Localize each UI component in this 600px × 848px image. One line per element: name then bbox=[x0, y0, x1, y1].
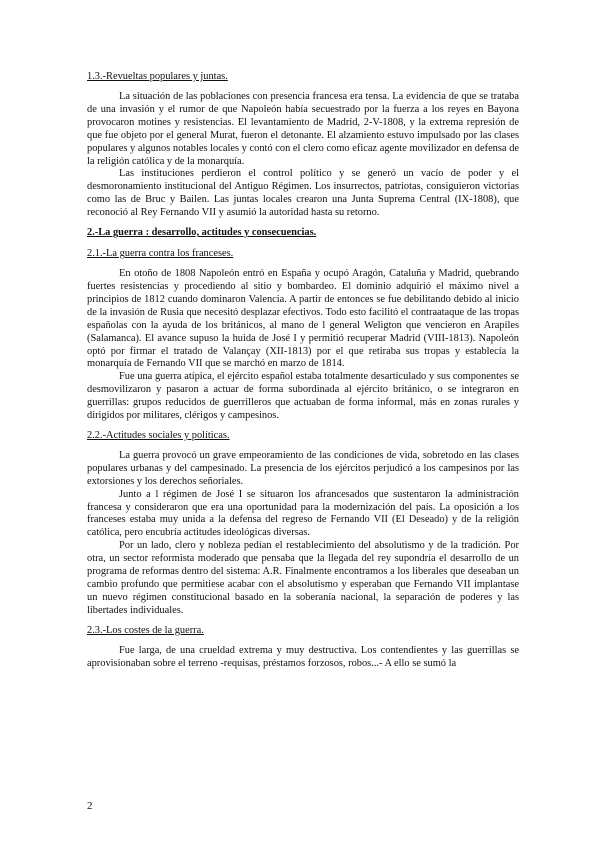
page-number: 2 bbox=[87, 800, 93, 812]
section-heading-1-3: 1.3.-Revueltas populares y juntas. bbox=[87, 71, 228, 82]
paragraph: Fue larga, de una crueldad extrema y muy destructiva. Los contendientes y las guerrillas se aprovisionaban sobre el terreno -requisas, préstamos forzosos, robos...- A ello se sumó la bbox=[87, 644, 519, 669]
paragraph: Por un lado, clero y nobleza pedían el restablecimiento del absolutismo y de la tradición. Por otra, un sector reformista moderado que pensaba que la llegada del rey supondría el desarrollo de un programa de reformas dentro del sistema: A.R. Finalmente encontramos a los liberales que deseaban un cambio profundo que permitiese acabar con el absolutismo y esperaban que Fernando VII implantase un nuevo régimen constitucional basado en la soberanía nacional, la separación de poderes y las libertades individuales. bbox=[87, 540, 519, 616]
section-heading-2-1: 2.1.-La guerra contra los franceses. bbox=[87, 248, 234, 260]
paragraph: En otoño de 1808 Napoleón entró en España y ocupó Aragón, Cataluña y Madrid, quebrando fuertes resistencias y procediendo al sitio y bombardeo. El dominio adquirió el máximo nivel a principios de 1812 cuando dominaron Valencia. A partir de entonces se fue debilitando debido al inicio de la invasión de Rusia que necesitó desplazar efectivos. Todo esto facilitó el contraataque de las tropas españolas con la ayuda de los británicos, al mano de l general Weligton que vencieron en Arapiles (Salamanca). El avance supuso la huida de José I y permitió recuperar Madrid (VIII-1813). Napoleón optó por firmar el tratado de Valançay (XII-1813) por el que retiraba sus tropas y establecía la monarquía de Fernando VII que se marchó en marzo de 1814. bbox=[87, 268, 519, 370]
section-heading-2-3: 2.3.-Los costes de la guerra. bbox=[87, 624, 204, 636]
paragraph: Fue una guerra atípica, el ejército español estaba totalmente desarticulado y sus componentes se desmovilizaron y pasaron a actuar de forma subordinada al ejército británico, o se integraron en guerrillas: grupos reducidos de guerrilleros que actuaban de forma informal, más en zonas rurales y dirigidos por militares, clérigos y campesinos. bbox=[87, 371, 519, 422]
paragraph: Las instituciones perdieron el control político y se generó un vacío de poder y el desmoronamiento institucional del Antiguo Régimen. Los insurrectos, patriotas, consiguieron victorias como las de Bruc y Bailen. Las juntas locales crearon una Junta Suprema Central (IX-1808), que reconoció al Rey Fernando VII y asumió la autoridad hasta su retorno. bbox=[87, 168, 519, 219]
document-page bbox=[87, 70, 519, 671]
paragraph: La situación de las poblaciones con presencia francesa era tensa. La evidencia de que se trataba de una invasión y el rumor de que Napoleón había secuestrado por la fuerza a los reyes en Bayona provocaron motines y resistencias. El levantamiento de Madrid, 2-V-1808, y la extrema represión de que fue objeto por el general Murat, fueron el detonante. El alzamiento estuvo impulsado por las clases populares y algunos notables locales y contó con el clero como eficaz agente movilizador en defensa de la religión católica y de la monarquía. bbox=[87, 91, 519, 167]
section-heading-2: 2.-La guerra : desarrollo, actitudes y consecuencias. bbox=[87, 227, 317, 239]
paragraph: La guerra provocó un grave empeoramiento de las condiciones de vida, sobretodo en las clases populares urbanas y del campesinado. La presencia de los ejércitos perjudicó a los campesinos por las extorsiones y los derechos señoriales. bbox=[87, 449, 519, 487]
paragraph: Junto a l régimen de José I se situaron los afrancesados que sustentaron la administración francesa y consideraron que era una oportunidad para la modernización del país. La oposición a los franceses estaba muy unida a la defensa del regreso de Fernando VII (El Deseado) y de la religión católica, pero encubría actitudes ideológicas diversas. bbox=[87, 488, 519, 539]
section-heading-2-2: 2.2.-Actitudes sociales y políticas. bbox=[87, 429, 230, 441]
